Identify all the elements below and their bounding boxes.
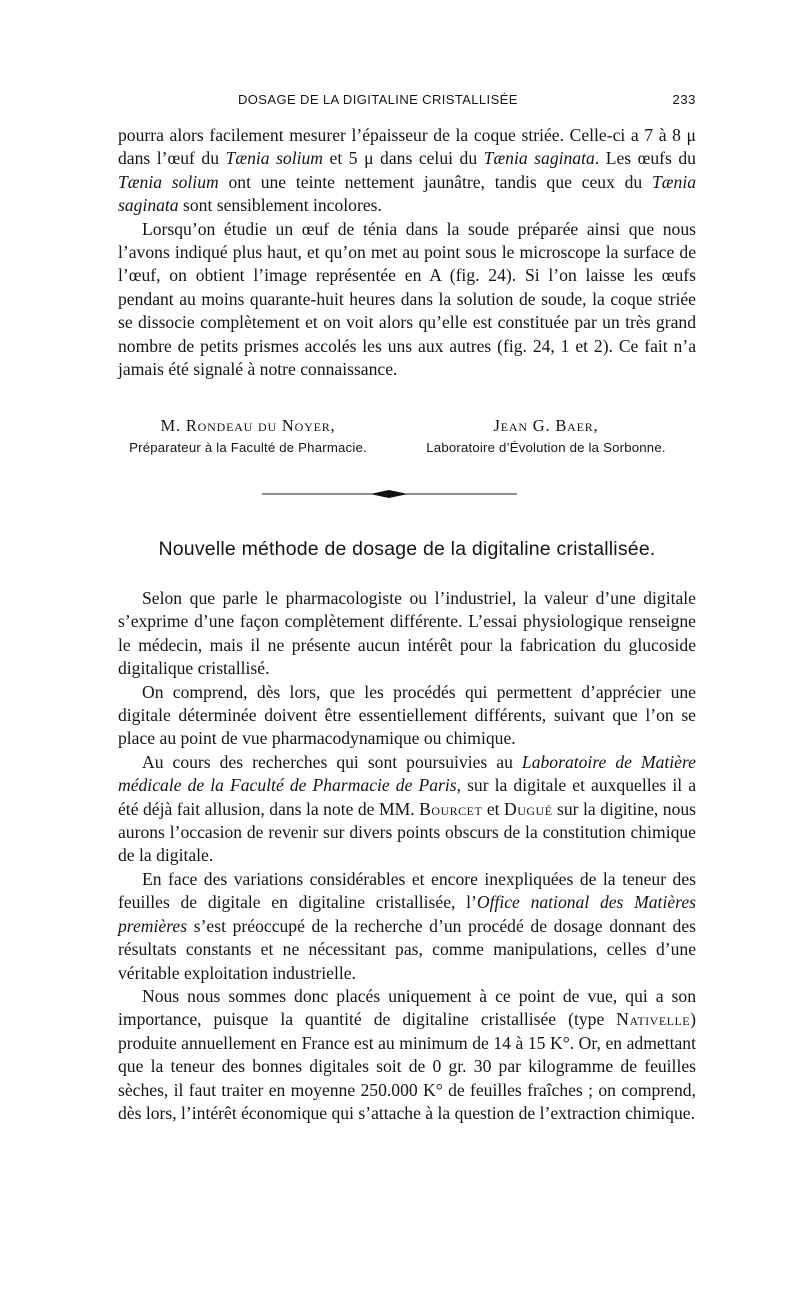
paragraph: Au cours des recherches qui sont poursuivies au Laboratoire de Matière médicale de la Faculté de Pharmacie de Paris, sur la digitale et auxquelles il a été déjà fait allusion, dans la note de MM. Bourcet et Dugué sur la digitine, nous aurons l’occasion de revenir sur divers points obscurs de la constitution chimique de la digitale. (118, 751, 697, 866)
running-title: DOSAGE DE LA DIGITALINE CRISTALLISÉE (238, 92, 518, 107)
paragraph: On comprend, dès lors, que les procédés qui permettent d’apprécier une digitale déterminée doivent être essentiellement différents, suivant que l’on se place au point de vue pharmacodynamique ou chimique. (118, 681, 696, 749)
author-name: M. Rondeau du Noyer, (160, 416, 336, 435)
paragraph: pourra alors facilement mesurer l’épaisseur de la coque striée. Celle-ci a 7 à 8 μ dans l’œuf du Tænia solium et 5 μ dans celui du Tænia saginata. Les œufs du Tænia solium ont une teinte nettement jaunâtre, tandis que ceux du Tænia saginata sont sensiblement incolores. (118, 125, 697, 216)
page-number: 233 (672, 92, 696, 107)
running-header (118, 92, 696, 114)
signature-right (396, 416, 696, 455)
paragraph: Lorsqu’on étudie un œuf de ténia dans la soude préparée ainsi que nous l’avons indiqué plus haut, et qu’on met au point sous le microscope la surface de l’œuf, on obtient l’image représentée en A (fig. 24). Si l’on laisse les œufs pendant au moins quarante-huit heures dans la solution de soude, la coque striée se dissocie complètement et on voit alors qu’elle est constituée par un très grand nombre de petits prismes accolés les uns aux autres (fig. 24, 1 et 2). Ce fait n’a jamais été signalé à notre connaissance. (118, 218, 696, 380)
signature-left (118, 416, 378, 455)
paragraph: En face des variations considérables et encore inexpliquées de la teneur des feuilles de digitale en digitaline cristallisée, l’Office national des Matières premières s’est préoccupé de la recherche d’un procédé de dosage donnant des résultats constants et ne nécessitant pas, comme manipulations, celles d’une véritable exploitation industrielle. (118, 868, 696, 983)
previous-article-ending (118, 124, 696, 381)
paragraph: Selon que parle le pharmacologiste ou l’industriel, la valeur d’une digitale s’exprime d’une façon complètement différente. L’essai physiologique renseigne le médecin, mais il ne présente aucun intérêt pour la fabrication du glucoside digitalique cristallisé. (118, 588, 696, 679)
paragraph: Nous nous sommes donc placés uniquement à ce point de vue, qui a son importance, puisque la quantité de digitaline cristallisée (type Nativelle) produite annuellement en France est au minimum de 14 à 15 K°. Or, en admettant que la teneur des bonnes digitales soit de 0 gr. 30 par kilogramme de feuilles sèches, il faut traiter en moyenne 250.000 K° de feuilles fraîches ; on comprend, dès lors, l’intérêt économique qui s’attache à la question de l’extraction chimique. (118, 985, 696, 1123)
article-title: Nouvelle méthode de dosage de la digitaline cristallisée. (158, 538, 656, 560)
author-affiliation: Laboratoire d’Évolution de la Sorbonne. (426, 440, 666, 455)
author-affiliation: Préparateur à la Faculté de Pharmacie. (129, 440, 367, 455)
section-divider-ornament (262, 484, 517, 504)
author-name: Jean G. Baer, (493, 416, 599, 435)
author-signatures (118, 416, 696, 464)
article-body (118, 587, 696, 1125)
